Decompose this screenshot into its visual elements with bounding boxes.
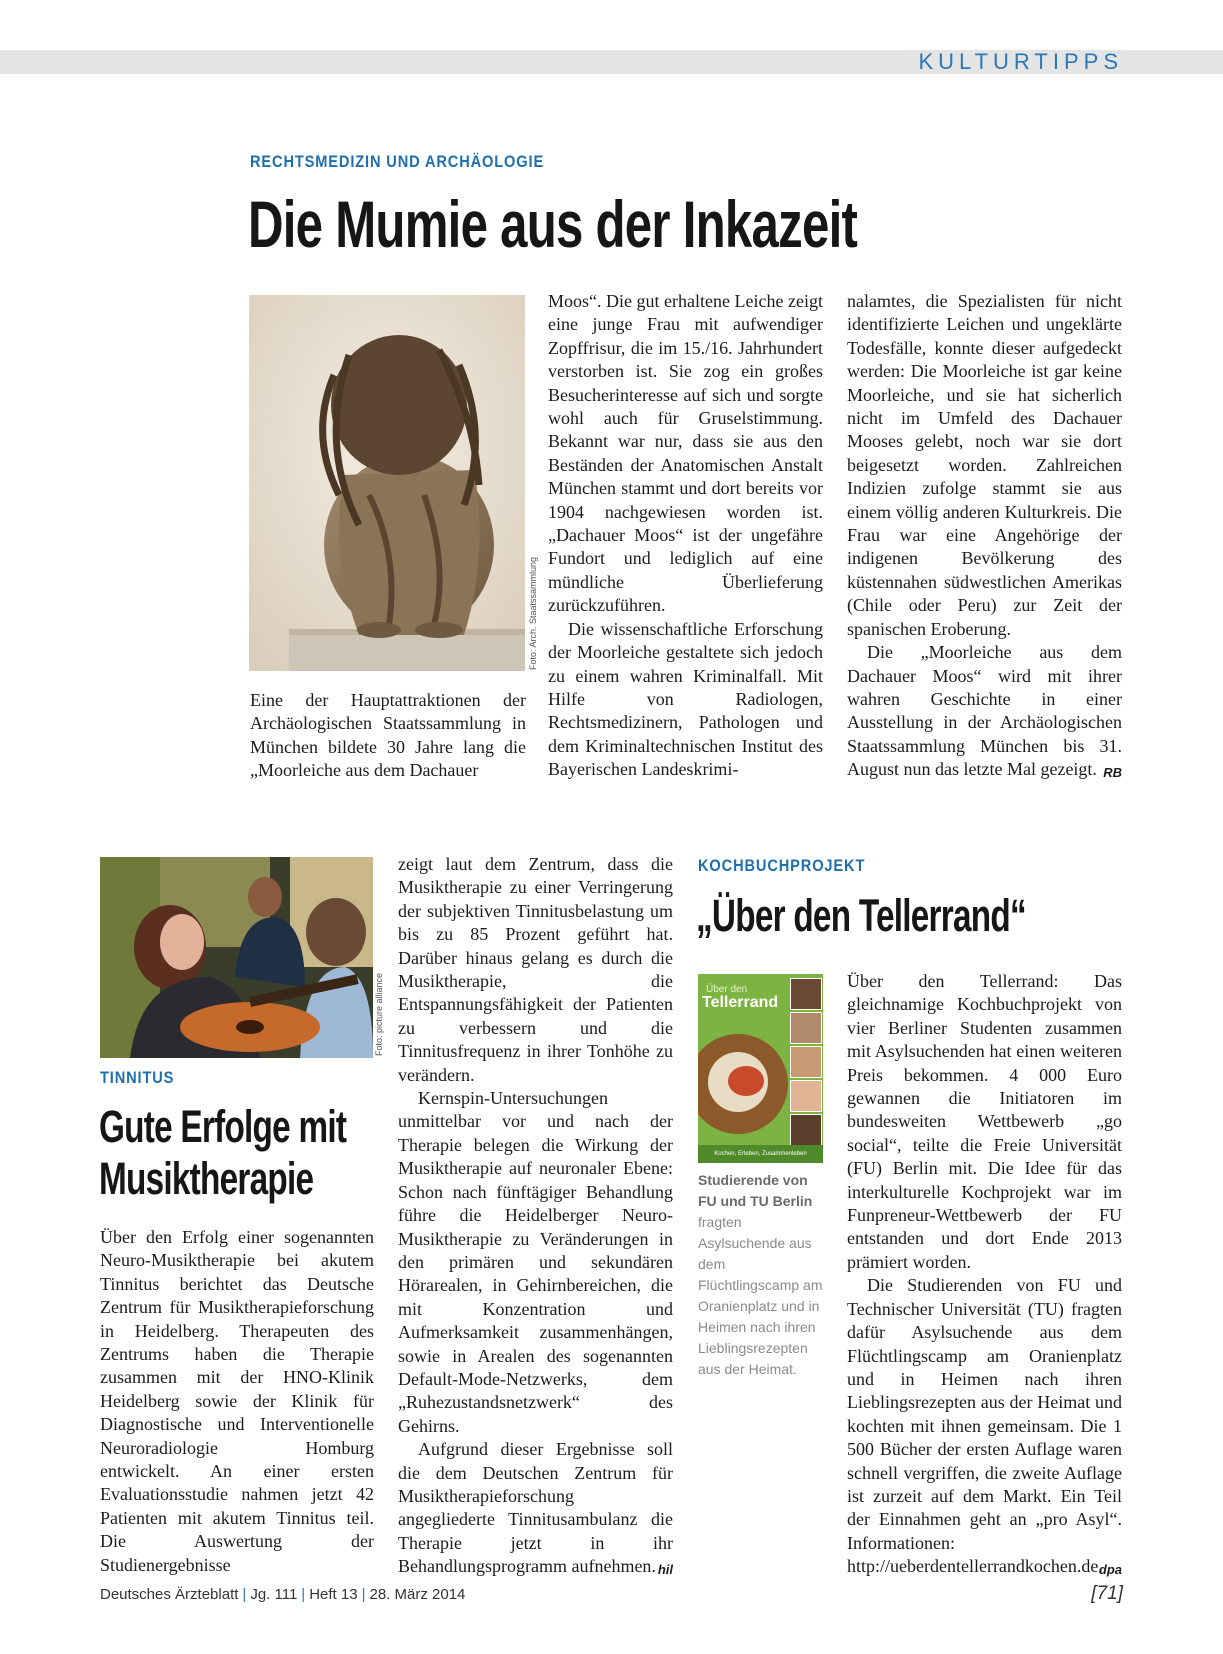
article2-paragraph: zeigt laut dem Zentrum, dass die Musiktherapie zu einer Verringerung der subjektiven Tinnitusbelastung um bis zu 85 Prozent geführt hat. Darüber hinaus gelang es durch die Musiktherapie, die Entspannungsfähigkeit der Patienten zu verbessern und die Tinnitusfrequenz in ihrer Tonhöhe zu verändern. [398,854,673,1085]
article3-paragraph: Über den Tellerrand: Das gleichnamige Kochbuchprojekt von vier Berliner Studenten zusammen mit Asylsuchenden hat einen weiteren Preis bekommen. 4 000 Euro gewannen die Initiatoren im bundesweiten Wettbewerb „go social“, teilte die Freie Universität (FU) Berlin mit. Die Idee für das interkulturelle Kochprojekt war im Funpreneur-Wettbewerb der FU entstanden und dort Ende 2013 prämiert worden. [847,971,1122,1272]
article1-paragraph: Moos“. Die gut erhaltene Leiche zeigt eine junge Frau mit aufwendiger Zopffrisur, die im 15./16. Jahrhundert verstorben ist. Sie zog ein großes Besucherinteresse auf sich und sorgte wohl auch für Gruselstimmung. Bekannt war nur, dass sie aus den Beständen der Anatomischen Anstalt München stammt und dort bereits vor 1904 nachgewiesen worden ist. „Dachauer Moos“ ist der ungefähre Fundort und lediglich auf eine mündliche Überlieferung zurückzuführen. [548,291,823,616]
mummy-photo [249,295,525,671]
article3-column [847,970,1122,1581]
article2-kicker: TINNITUS [100,1068,175,1087]
article1-paragraph: Die „Moorleiche aus dem Dachauer Moos“ wird mit ihrer wahren Geschichte in einer Ausstellung in der Archäologischen Staatssammlung München bis 31. August nun das letzte Mal gezeigt. [847,642,1122,780]
cookbook-cover-title: Tellerrand [702,994,779,1011]
music-therapy-photo-graphic [100,857,373,1058]
cookbook-cover-small: Über den [706,984,748,995]
article3-signature: dpa [1098,1561,1122,1577]
article1-column-3 [847,290,1122,784]
article1-photo-credit: Foto: Arch. Staatssammlung [528,556,538,670]
article2-title-line: Gute Erfolge mit [99,1101,347,1152]
mummy-photo-graphic [249,295,525,671]
caption-head: Studierende von FU und TU Berlin [698,1172,813,1209]
portrait-photo [790,978,822,1010]
article2-paragraph: Über den Erfolg einer sogenannten Neuro-Musiktherapie bei akutem Tinnitus berichtet das Deutsche Zentrum für Musiktherapieforschung in Heidelberg. Therapeuten des Zentrums haben die Therapie zusammen mit der HNO-Klinik Heidelberg sowie der Klinik für Diagnostische und Interventionelle Neuroradiologie Homburg entwickelt. An einer ersten Evaluationsstudie nahmen jetzt 42 Patienten mit akutem Tinnitus teil. Die Auswertung der Studienergebnisse [100,1227,374,1575]
footer-date: 28. März 2014 [369,1586,466,1603]
footer-citation: Deutsches Ärzteblatt | Jg. 111 | Heft 13 | 28. März 2014 [100,1586,466,1603]
article3-paragraph: Die Studierenden von FU und Technischer Universität (TU) fragten dafür Asylsuchende aus dem Flüchtlingscamp am Oranienplatz und in Heimen nach ihren Lieblingsrezepten aus der Heimat und kochten mit ihnen gemeinsam. Die 1 500 Bücher der ersten Auflage waren schnell vergriffen, die zweite Auflage ist zurzeit auf dem Markt. Ein Teil der Einnahmen geht an „pro Asyl“. Informationen: http://ueberdentellerrandkochen.de. [847,1275,1122,1577]
article1-paragraph: nalamtes, die Spezialisten für nicht identifizierte Leichen und ungeklärte Todesfälle, konnte dieser aufgedeckt werden: Die Moorleiche ist gar keine Moorleiche, und sie hat sicherlich nicht im Umfeld des Dachauer Mooses gelebt, noch war sie dort beigesetzt worden. Zahlreichen Indizien zufolge stammt sie aus einem völlig anderen Kulturkreis. Die Frau war eine Angehörige der indigenen Bevölkerung des küstennahen südwestlichen Amerikas (Chile oder Peru) zur Zeit der spanischen Eroberung. [847,291,1122,639]
portrait-photo [790,1080,822,1112]
cookbook-caption [698,1170,828,1380]
article3-title: „Über den Tellerrand“ [696,890,1026,941]
footer-journal: Deutsches Ärzteblatt [100,1586,239,1603]
cookbook-cover [698,974,823,1163]
article1-column-2 [548,290,823,782]
portrait-photo [790,1114,822,1146]
food-plate [728,1066,764,1096]
article2-title-line: Musiktherapie [99,1153,314,1204]
footer-issue: Heft 13 [309,1586,358,1603]
article1-title: Die Mumie aus der Inkazeit [248,187,858,261]
cookbook-cover-footer: Kochen, Erleben, Zusammenleben [698,1145,823,1163]
article2-signature: hil [657,1561,673,1577]
footer-volume: Jg. 111 [250,1586,298,1603]
article2-photo-credit: Foto: picture alliance [374,972,384,1056]
article1-signature: RB [1103,764,1122,780]
section-label: KULTURTIPPS [918,49,1123,74]
article2-paragraph: Kernspin-Untersuchungen unmittelbar vor und nach der Therapie belegen die Wirkung der Musiktherapie auf neuronaler Ebene: Schon nach fünftägiger Behandlung führe die Heidelberger Neuro-Musiktherapie zu Veränderungen in den primären und sekundären Hörarealen, in Gehirnbereichen, die mit Konzentration und Aufmerksamkeit zusammenhängen, sowie in Arealen des sogenannten Default-Mode-Netzwerks, dem „Ruhezustandsnetzwerk“ des Gehirns. [398,1088,673,1436]
page-number: [71] [1091,1583,1123,1604]
portrait-photo [790,1012,822,1044]
article1-paragraph: Die wissenschaftliche Erforschung der Moorleiche gestaltete sich jedoch zu einem wahren Kriminalfall. Mit Hilfe von Radiologen, Rechtsmedizinern, Pathologen und dem Kriminaltechnischen Institut des Bayerischen Landeskrimi- [548,618,823,780]
article1-column-1 [250,689,526,783]
article1-paragraph: Eine der Hauptattraktionen der Archäologischen Staatssammlung in München bildete 30 Jahre lang die „Moorleiche aus dem Dachauer [250,690,526,781]
article2-paragraph: Aufgrund dieser Ergebnisse soll die dem Deutschen Zentrum für Musiktherapieforschung angegliederte Tinnitusambulanz die Therapie jetzt in ihr Behandlungsprogramm aufnehmen. [398,1439,673,1577]
article2-column-2 [398,853,673,1581]
article3-kicker: KOCHBUCHPROJEKT [698,856,866,875]
article2-title [99,1101,346,1205]
caption-body: fragten Asylsuchende aus dem Flüchtlingscamp am Oranienplatz und in Heimen nach ihren Lieblingsrezepten aus der Heimat. [698,1214,823,1377]
music-therapy-photo [100,857,373,1058]
article1-kicker: RECHTSMEDIZIN UND ARCHÄOLOGIE [250,152,545,171]
portrait-photo [790,1046,822,1078]
article2-column-1 [100,1226,374,1577]
